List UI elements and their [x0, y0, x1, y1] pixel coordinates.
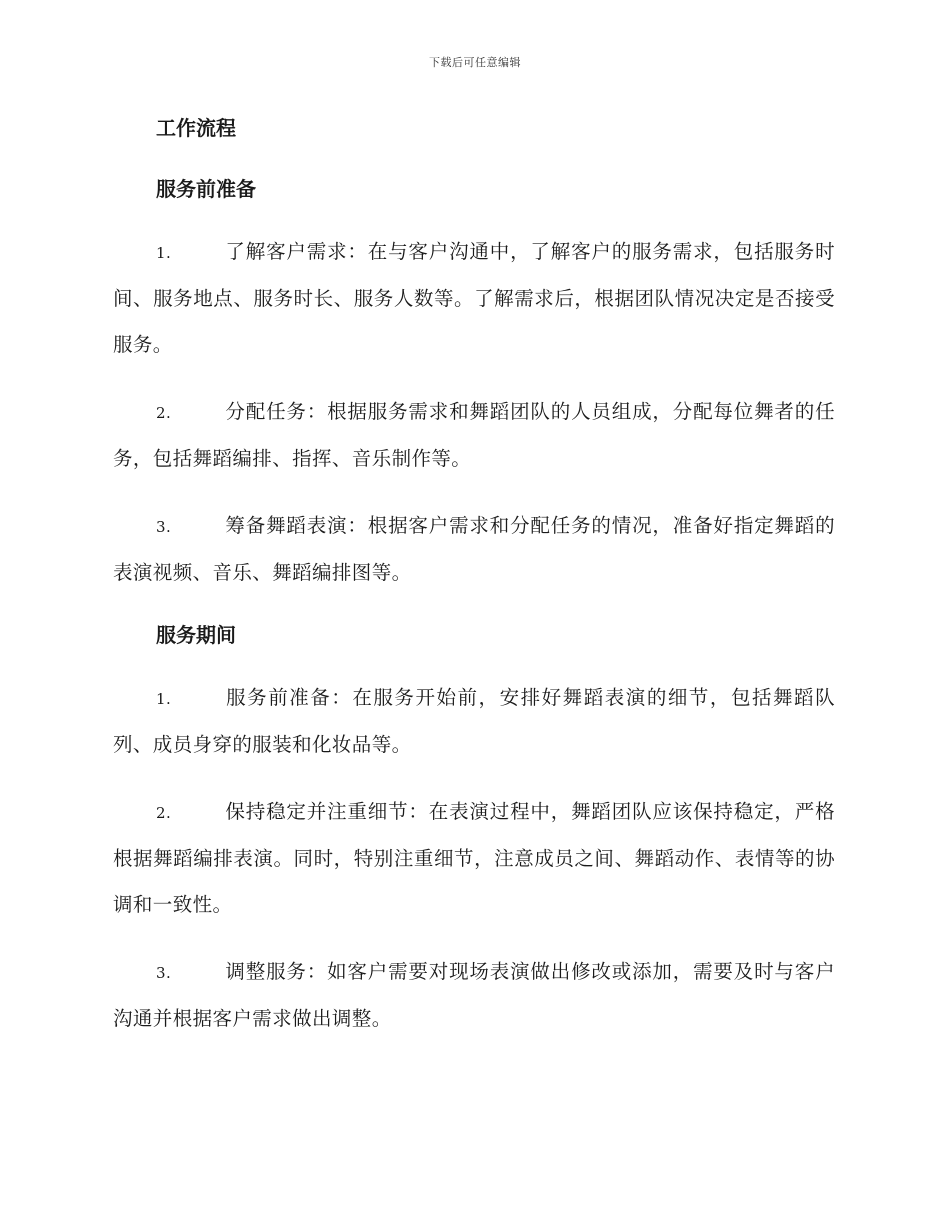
list-item-text: 调整服务：如客户需要对现场表演做出修改或添加，需要及时与客户沟通并根据客户需求做出调整。: [113, 960, 835, 1030]
document-title: 工作流程: [156, 116, 236, 140]
list-item-number: 3.: [156, 964, 172, 982]
section-heading: 服务期间: [156, 623, 236, 647]
section-service-preparation: [113, 171, 835, 596]
list-item: [113, 789, 835, 928]
section-heading: 服务前准备: [156, 177, 256, 201]
list-item-text: 了解客户需求：在与客户沟通中，了解客户的服务需求，包括服务时间、服务地点、服务时长、服务人数等。了解需求后，根据团队情况决定是否接受服务。: [113, 240, 835, 356]
list-item: [113, 389, 835, 482]
list-item-number: 2.: [156, 804, 172, 822]
list-item-text: 服务前准备：在服务开始前，安排好舞蹈表演的细节，包括舞蹈队列、成员身穿的服装和化妆品等。: [113, 686, 835, 756]
list-item: [113, 675, 835, 768]
list-item: [113, 229, 835, 368]
page-header-note: 下载后可任意编辑: [429, 56, 521, 69]
list-item-text: 筹备舞蹈表演：根据客户需求和分配任务的情况，准备好指定舞蹈的表演视频、音乐、舞蹈编排图等。: [113, 514, 835, 584]
list-item: [113, 949, 835, 1042]
document-body: [113, 110, 835, 1063]
section-during-service: [113, 617, 835, 1042]
list-item-text: 保持稳定并注重细节：在表演过程中，舞蹈团队应该保持稳定，严格根据舞蹈编排表演。同时，特别注重细节，注意成员之间、舞蹈动作、表情等的协调和一致性。: [113, 800, 835, 916]
list-item-number: 2.: [156, 404, 172, 422]
list-item-number: 1.: [156, 690, 172, 708]
list-item-number: 1.: [156, 244, 172, 262]
list-item: [113, 503, 835, 596]
list-item-number: 3.: [156, 518, 172, 536]
list-item-text: 分配任务：根据服务需求和舞蹈团队的人员组成，分配每位舞者的任务，包括舞蹈编排、指挥、音乐制作等。: [113, 400, 835, 470]
